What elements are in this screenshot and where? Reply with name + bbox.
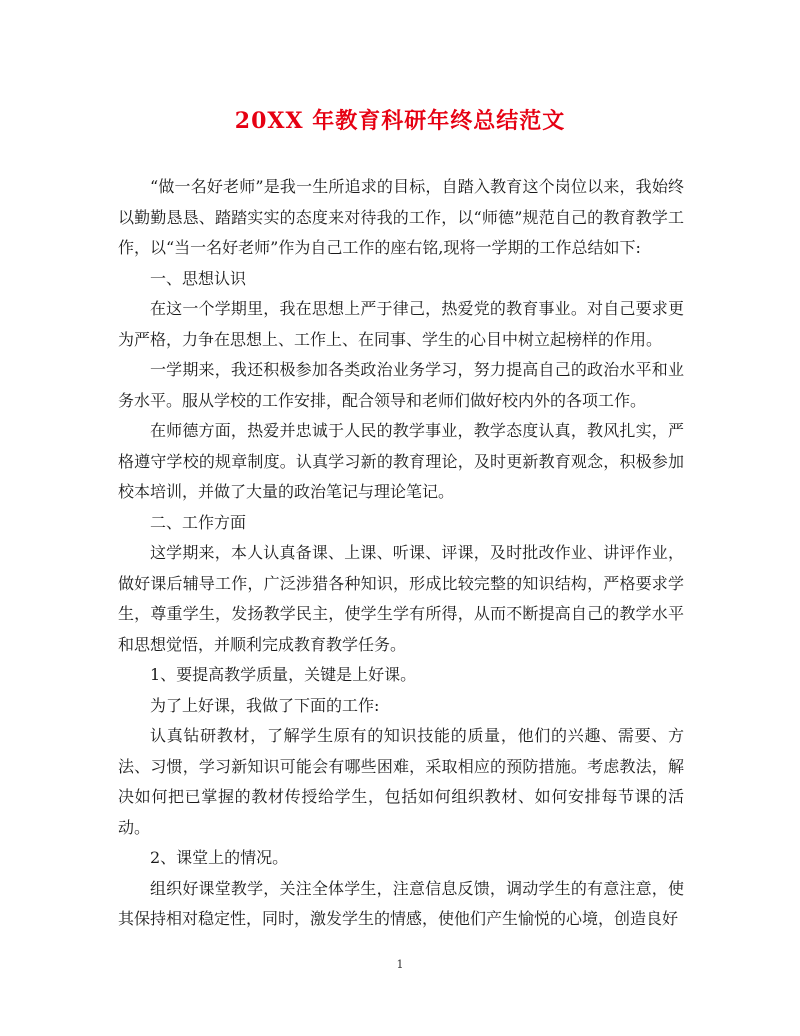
subheading-classroom: 2、课堂上的情况。 xyxy=(150,848,289,867)
page-number: 1 xyxy=(396,958,404,971)
paragraph-classroom: 组织好课堂教学，关注全体学生，注意信息反馈，调动学生的有意注意，使其保持相对稳定性，同时，激发学生的情感，使他们产生愉悦的心境，创造良好 xyxy=(118,878,684,928)
paragraph-textbook: 认真钻研教材，了解学生原有的知识技能的质量，他们的兴趣、需要、方法、习惯，学习新知识可能会有哪些困难，采取相应的预防措施。考虑教法，解决如何把已掌握的教材传授给学生，包括如何组织教材、如何安排每节课的活动。 xyxy=(118,726,684,837)
paragraph-thought-1: 在这一个学期里，我在思想上严于律己，热爱党的教育事业。对自己要求更为严格，力争在思想上、工作上、在同事、学生的心目中树立起榜样的作用。 xyxy=(118,299,684,349)
subheading-quality: 1、要提高教学质量，关键是上好课。 xyxy=(150,665,417,684)
document-title: 20XX 年教育科研年终总结范文 xyxy=(234,108,566,134)
paragraph-thought-2: 一学期来，我还积极参加各类政治业务学习，努力提高自己的政治水平和业务水平。服从学校的工作安排，配合领导和老师们做好校内外的各项工作。 xyxy=(118,360,684,410)
heading-thought: 一、思想认识 xyxy=(150,268,247,288)
paragraph-thought-3: 在师德方面，热爱并忠诚于人民的教学事业，教学态度认真，教风扎实，严格遵守学校的规章制度。认真学习新的教育理论，及时更新教育观念，积极参加校本培训，并做了大量的政治笔记与理论笔记。 xyxy=(118,421,684,501)
paragraph-intro: “做一名好老师”是我一生所追求的目标，自踏入教育这个岗位以来，我始终以勤勤恳恳、踏踏实实的态度来对待我的工作，以“师德”规范自己的教育教学工作，以“当一名好老师”作为自己工作的座右铭,现将一学期的工作总结如下: xyxy=(118,177,684,257)
heading-work: 二、工作方面 xyxy=(150,512,247,532)
paragraph-prepare: 为了上好课，我做了下面的工作: xyxy=(150,695,380,715)
document-body xyxy=(118,172,684,935)
paragraph-work-1: 这学期来，本人认真备课、上课、听课、评课，及时批改作业、讲评作业，做好课后辅导工作，广泛涉猎各种知识，形成比较完整的知识结构，严格要求学生，尊重学生，发扬教学民主，使学生学有所得，从而不断提高自己的教学水平和思想觉悟，并顺利完成教育教学任务。 xyxy=(118,543,684,654)
